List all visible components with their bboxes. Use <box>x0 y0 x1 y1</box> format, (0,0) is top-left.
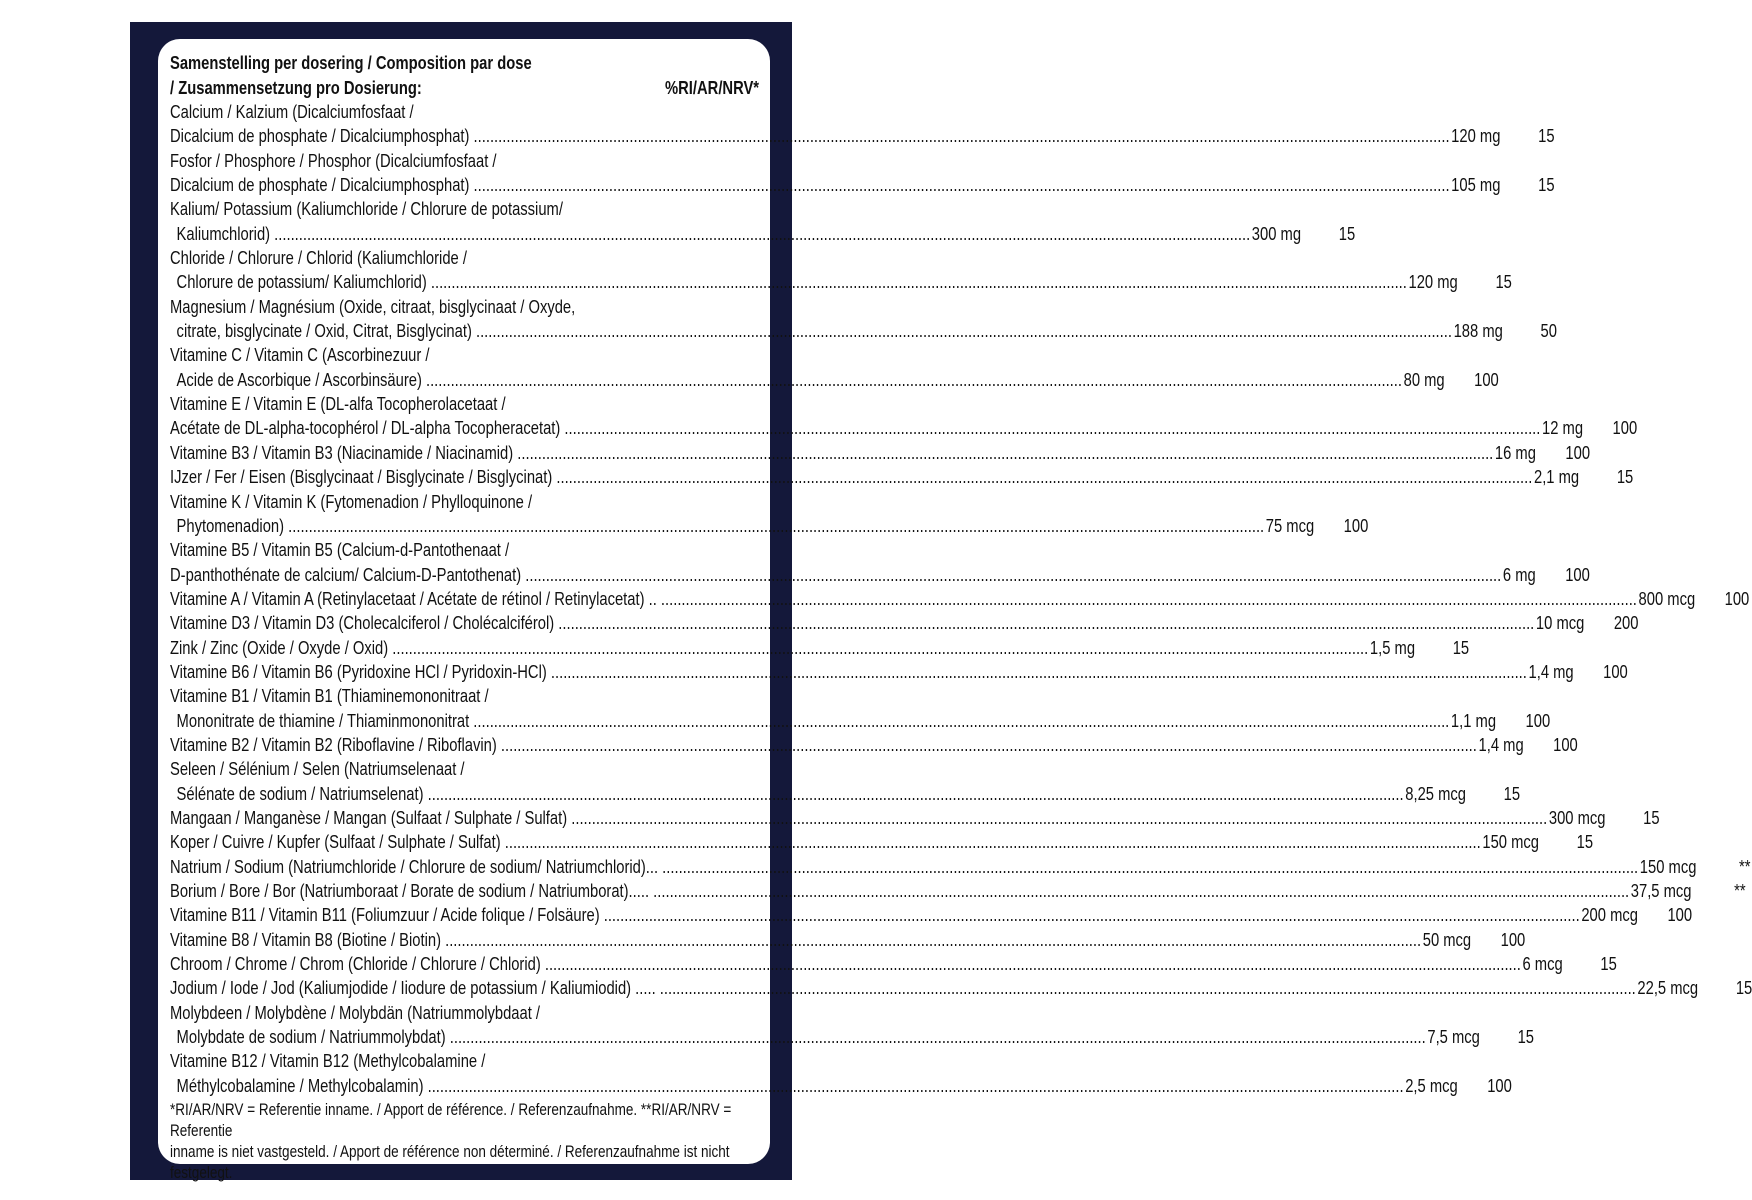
ingredient-name-line: Fosfor / Phosphore / Phosphor (Dicalciumfosfaat / <box>170 150 497 171</box>
ingredient-source: Borium / Bore / Bor (Natriumboraat / Borate de sodium / Natriumborat)..... ..... <box>170 879 1629 903</box>
ingredient-source: Dicalcium de phosphate / Dicalciumphosphat) ..... <box>170 173 1450 197</box>
ingredient-row <box>170 903 1693 927</box>
ingredient-name-line: Vitamine K / Vitamin K (Fytomenadion / Phylloquinone / <box>170 491 533 512</box>
ingredient-row <box>170 368 1499 392</box>
ingredient-ri-percent: 100 <box>1565 564 1590 585</box>
ingredient-amount: 120 mg <box>1451 126 1501 147</box>
ingredient-source: Koper / Cuivre / Kupfer (Sulfaat / Sulphate / Sulfat) ..... <box>170 830 1481 854</box>
ingredient-ri-percent: 15 <box>1643 807 1660 828</box>
ingredient-source: Mangaan / Manganèse / Mangan (Sulfaat / Sulphate / Sulfat) ..... <box>170 806 1547 830</box>
ingredient-name-line: Calcium / Kalzium (Dicalciumfosfaat / <box>170 102 414 122</box>
ingredient-amount: 1,5 mg <box>1369 637 1416 658</box>
ingredient-row <box>170 222 1356 246</box>
ingredient-source: Phytomenadion) ..... <box>177 514 1265 538</box>
ingredient-amount: 10 mcg <box>1535 613 1585 634</box>
ingredient-row <box>170 416 1638 440</box>
ingredient-ri-percent: ** <box>1739 856 1751 877</box>
ingredient-amount: 300 mcg <box>1548 807 1606 828</box>
ingredient-source: Molybdate de sodium / Natriummolybdat) ..... <box>177 1025 1426 1049</box>
ingredient-source: Zink / Zinc (Oxide / Oxyde / Oxid) ..... <box>170 636 1368 660</box>
ingredient-source: Sélénate de sodium / Natriumselenat) ..... <box>177 782 1404 806</box>
ingredient-row <box>170 514 1369 538</box>
composition-header <box>170 51 764 100</box>
header-title-line-2: / Zusammensetzung pro Dosierung: <box>170 77 422 98</box>
ingredient-ri-percent: 15 <box>1576 832 1594 853</box>
ingredient-amount: 75 mcg <box>1265 515 1315 536</box>
ingredient-row <box>170 855 1751 879</box>
ingredient-ri-percent: 50 <box>1540 321 1557 342</box>
ingredient-source: D-panthothénate de calcium/ Calcium-D-Pantothenat) ..... <box>170 563 1501 587</box>
ingredient-row <box>170 806 1660 830</box>
ingredient-row <box>170 709 1551 733</box>
ingredient-amount: 800 mcg <box>1638 588 1696 609</box>
ingredient-amount: 2,1 mg <box>1533 467 1580 488</box>
ingredient-source: Vitamine B11 / Vitamin B11 (Foliumzuur / Acide folique / Folsäure) ..... <box>170 903 1580 927</box>
ingredient-amount: 150 mcg <box>1639 856 1697 877</box>
ingredient-row <box>170 173 1555 197</box>
footnote-line-2: inname is niet vastgesteld. / Apport de référence non déterminé. / Referenzaufnahme ist nicht festgelegt. <box>170 1143 730 1183</box>
ingredient-source: Natrium / Sodium (Natriumchloride / Chlorure de sodium/ Natriumchlorid)... ..... <box>170 855 1638 879</box>
ingredient-name-line: Molybdeen / Molybdène / Molybdän (Natriummolybdaat / <box>170 1002 541 1023</box>
ingredient-ri-percent: 15 <box>1338 223 1356 244</box>
ingredient-ri-percent: 100 <box>1724 588 1750 609</box>
ingredient-list <box>170 100 1752 1098</box>
ingredient-source: Vitamine D3 / Vitamin D3 (Cholecalciferol / Cholécalciférol) ..... <box>170 611 1534 635</box>
ingredient-ri-percent: 15 <box>1495 272 1512 293</box>
ingredient-name-line: Vitamine B12 / Vitamin B12 (Methylcobalamine / <box>170 1051 486 1072</box>
ingredient-ri-percent: 100 <box>1612 418 1638 439</box>
footnote-line-1: *RI/AR/NRV = Referentie inname. / Apport de référence. / Referenzaufnahme. **RI/AR/NRV = Referentie <box>170 1101 732 1141</box>
ingredient-amount: 300 mg <box>1251 223 1302 244</box>
ingredient-ri-percent: 100 <box>1487 1075 1512 1096</box>
ingredient-name-line: Seleen / Sélénium / Selen (Natriumselenaat / <box>170 759 465 780</box>
ingredient-amount: 22,5 mcg <box>1637 978 1699 999</box>
ingredient-amount: 1,4 mg <box>1528 661 1574 682</box>
ingredient-name-line: Vitamine B1 / Vitamin B1 (Thiaminemononitraat / <box>170 686 489 707</box>
ingredient-ri-percent: 15 <box>1538 126 1555 147</box>
ingredient-ri-percent: 15 <box>1735 978 1752 999</box>
ingredient-row <box>170 319 1557 343</box>
ingredient-source: Jodium / Iode / Jod (Kaliumjodide / Iiodure de potassium / Kaliumiodid) ..... ..... <box>170 976 1636 1000</box>
ingredient-row <box>170 270 1512 294</box>
ingredient-ri-percent: ** <box>1734 881 1746 901</box>
ingredient-ri-percent: 15 <box>1538 175 1555 196</box>
ingredient-ri-percent: 15 <box>1452 637 1470 658</box>
ingredient-source: Acide de Ascorbique / Ascorbinsäure) ..... <box>177 368 1402 392</box>
ingredient-amount: 80 mg <box>1403 369 1445 390</box>
ingredient-amount: 188 mg <box>1453 321 1503 342</box>
ingredient-row <box>170 879 1746 903</box>
ingredient-amount: 1,1 mg <box>1450 710 1497 731</box>
ingredient-ri-percent: 100 <box>1603 661 1628 682</box>
ingredient-row <box>170 928 1526 952</box>
ingredient-row <box>170 465 1634 489</box>
ingredient-amount: 105 mg <box>1451 175 1501 196</box>
ri-column-heading: %RI/AR/NRV* <box>665 77 760 98</box>
ingredient-ri-percent: 100 <box>1667 905 1693 926</box>
ingredient-ri-percent: 100 <box>1565 442 1591 463</box>
ingredient-source: Vitamine B8 / Vitamin B8 (Biotine / Biotin) ..... <box>170 928 1421 952</box>
composition-panel <box>158 39 1752 1183</box>
header-line-2 <box>170 76 764 101</box>
ingredient-row <box>170 611 1639 635</box>
ingredient-source: Dicalcium de phosphate / Dicalciumphosphat) ..... <box>170 124 1450 148</box>
ingredient-amount: 120 mg <box>1408 272 1458 293</box>
ingredient-amount: 2,5 mcg <box>1405 1075 1458 1096</box>
ingredient-name-line: Vitamine E / Vitamin E (DL-alfa Tocopherolacetaat / <box>170 394 506 415</box>
ingredient-source: Chlorure de potassium/ Kaliumchlorid) ..... <box>177 270 1407 294</box>
ingredient-ri-percent: 15 <box>1503 783 1521 804</box>
ingredient-name-line: Kalium/ Potassium (Kaliumchloride / Chlorure de potassium/ <box>170 199 563 220</box>
ingredient-ri-percent: 100 <box>1525 710 1551 731</box>
ingredient-name-line: Magnesium / Magnésium (Oxide, citraat, bisglycinaat / Oxyde, <box>170 296 576 317</box>
ingredient-amount: 37,5 mcg <box>1630 881 1692 901</box>
ingredient-row <box>170 441 1591 465</box>
ingredient-ri-percent: 15 <box>1600 954 1617 975</box>
ingredient-source: citrate, bisglycinate / Oxid, Citrat, Bisglycinat) ..... <box>177 319 1452 343</box>
ingredient-amount: 6 mcg <box>1522 954 1563 975</box>
ingredient-amount: 8,25 mcg <box>1405 783 1466 804</box>
ingredient-source: Chroom / Chrome / Chrom (Chloride / Chlorure / Chlorid) ..... <box>170 952 1521 976</box>
footnote <box>170 1100 764 1184</box>
header-line-1 <box>170 51 764 76</box>
ingredient-row <box>170 587 1750 611</box>
header-title-line-1: Samenstelling per dosering / Composition par dose <box>170 53 532 73</box>
ingredient-row <box>170 563 1590 587</box>
ingredient-row <box>170 1074 1512 1098</box>
ingredient-row <box>170 660 1628 684</box>
ingredient-name-line: Vitamine C / Vitamin C (Ascorbinezuur / <box>170 345 430 366</box>
ingredient-source: Méthylcobalamine / Methylcobalamin) ..... <box>177 1074 1404 1098</box>
ingredient-source: Vitamine B2 / Vitamin B2 (Riboflavine / Riboflavin) ..... <box>170 733 1477 757</box>
ingredient-source: Kaliumchlorid) ..... <box>177 222 1251 246</box>
ingredient-row <box>170 830 1594 854</box>
ingredient-source: IJzer / Fer / Eisen (Bisglycinaat / Bisglycinate / Bisglycinat) ..... <box>170 465 1532 489</box>
ingredient-row <box>170 1025 1534 1049</box>
ingredient-source: Vitamine B6 / Vitamin B6 (Pyridoxine HCl / Pyridoxin-HCl) ..... <box>170 660 1527 684</box>
ingredient-ri-percent: 200 <box>1613 613 1639 634</box>
ingredient-name-line: Chloride / Chlorure / Chlorid (Kaliumchloride / <box>170 248 467 269</box>
ingredient-row <box>170 976 1752 1000</box>
ingredient-source: Vitamine A / Vitamin A (Retinylacetaat / Acétate de rétinol / Retinylacetat) .. ..... <box>170 587 1637 611</box>
ingredient-ri-percent: 100 <box>1553 734 1578 755</box>
ingredient-amount: 7,5 mcg <box>1427 1027 1480 1048</box>
ingredient-row <box>170 782 1521 806</box>
ingredient-amount: 200 mcg <box>1581 905 1638 926</box>
ingredient-row <box>170 733 1578 757</box>
ingredient-source: Acétate de DL-alpha-tocophérol / DL-alpha Tocopheracetat) ..... <box>170 416 1540 440</box>
ingredient-source: Mononitrate de thiamine / Thiaminmononitrat ..... <box>177 709 1450 733</box>
ingredient-amount: 1,4 mg <box>1478 734 1524 755</box>
ingredient-row <box>170 636 1470 660</box>
ingredient-amount: 12 mg <box>1542 418 1584 439</box>
ingredient-ri-percent: 15 <box>1517 1027 1534 1048</box>
ingredient-amount: 50 mcg <box>1422 929 1472 950</box>
ingredient-name-line: Vitamine B5 / Vitamin B5 (Calcium-d-Pantothenaat / <box>170 540 510 561</box>
ingredient-amount: 6 mg <box>1502 564 1536 585</box>
ingredient-amount: 150 mcg <box>1482 832 1539 853</box>
ingredient-source: Vitamine B3 / Vitamin B3 (Niacinamide / Niacinamid) ..... <box>170 441 1493 465</box>
ingredient-ri-percent: 100 <box>1474 369 1499 390</box>
ingredient-row <box>170 124 1555 148</box>
ingredient-ri-percent: 15 <box>1616 467 1634 488</box>
ingredient-ri-percent: 100 <box>1343 515 1369 536</box>
ingredient-amount: 16 mg <box>1494 442 1536 463</box>
ingredient-ri-percent: 100 <box>1500 929 1526 950</box>
ingredient-row <box>170 952 1617 976</box>
